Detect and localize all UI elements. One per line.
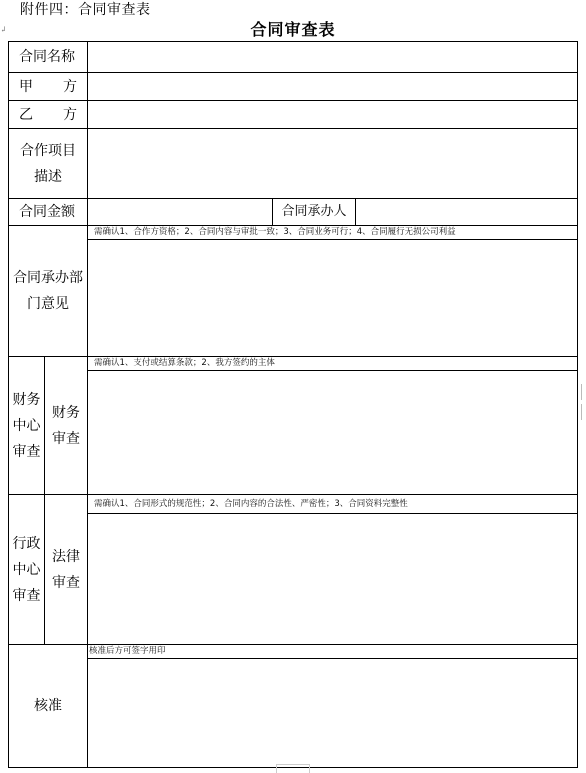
finance-center-label-line3: 审查 <box>12 443 41 460</box>
party-b-label <box>9 101 88 129</box>
party-a-label-second: 方 <box>63 78 77 95</box>
row-amount-handler <box>9 199 578 226</box>
party-b-label-second: 方 <box>63 106 77 123</box>
handler-field[interactable] <box>356 199 578 226</box>
row-dept-opinion <box>9 226 578 357</box>
row-approval <box>9 645 578 768</box>
dept-opinion-hint: 需确认1、合作方资格；2、合同内容与审批一致；3、合同业务可行；4、合同履行无损公司利益 <box>88 226 577 240</box>
contract-name-label: 合同名称 <box>9 42 88 73</box>
project-description-label-line1: 合作项目 <box>20 142 76 159</box>
project-description-field[interactable] <box>88 129 578 199</box>
finance-review-hint: 需确认1、支付或结算条款；2、我方签约的主体 <box>88 357 577 371</box>
row-contract-name <box>9 42 578 73</box>
scroll-tick-mark <box>581 384 586 400</box>
approval-cell <box>88 645 578 768</box>
dept-opinion-field[interactable] <box>88 240 577 356</box>
approval-label: 核准 <box>9 645 88 768</box>
project-description-label <box>9 129 88 199</box>
legal-review-label-line2: 审查 <box>52 574 80 591</box>
finance-review-field[interactable] <box>88 371 577 494</box>
row-admin-review <box>9 495 578 645</box>
contract-name-field[interactable] <box>88 42 578 73</box>
admin-center-label-line2: 中心 <box>12 561 41 578</box>
annex-label: 附件四：合同审查表 <box>20 2 151 18</box>
finance-review-cell <box>88 357 578 495</box>
dept-opinion-label-line2: 门意见 <box>27 296 69 312</box>
document-title: 合同审查表 <box>250 20 336 39</box>
contract-amount-field[interactable] <box>88 199 273 226</box>
party-b-label-first: 乙 <box>19 106 33 123</box>
row-party-b <box>9 101 578 129</box>
party-a-field[interactable] <box>88 73 578 101</box>
row-finance-review <box>9 357 578 495</box>
dept-opinion-label-line1: 合同承办部 <box>13 270 83 286</box>
contract-review-table <box>8 41 578 768</box>
admin-center-label-line1: 行政 <box>12 535 41 552</box>
finance-center-label-line2: 中心 <box>12 417 41 434</box>
finance-review-label <box>45 357 88 495</box>
project-description-label-line2: 描述 <box>34 168 62 185</box>
contract-amount-label: 合同金额 <box>9 199 88 226</box>
handler-label: 合同承办人 <box>273 199 356 226</box>
scroll-tick-mark <box>581 404 586 420</box>
legal-review-label <box>45 495 88 645</box>
dept-opinion-cell <box>88 226 578 357</box>
finance-review-label-line2: 审查 <box>52 430 80 447</box>
admin-center-label <box>9 495 45 645</box>
row-project-description <box>9 129 578 199</box>
page-edge-marker: ↲ <box>0 25 7 34</box>
party-b-field[interactable] <box>88 101 578 129</box>
legal-review-hint: 需确认1、合同形式的规范性；2、合同内容的合法性、严密性；3、合同资料完整性 <box>88 495 577 514</box>
dept-opinion-label <box>9 226 88 357</box>
row-party-a <box>9 73 578 101</box>
legal-review-label-line1: 法律 <box>52 548 80 565</box>
legal-review-cell <box>88 495 578 645</box>
party-a-label <box>9 73 88 101</box>
approval-hint: 核准后方可签字用印 <box>88 645 577 659</box>
finance-review-label-line1: 财务 <box>52 404 80 421</box>
admin-center-label-line3: 审查 <box>12 587 41 604</box>
legal-review-field[interactable] <box>88 514 577 644</box>
finance-center-label <box>9 357 45 495</box>
approval-field[interactable] <box>88 659 577 767</box>
party-a-label-first: 甲 <box>19 78 33 95</box>
finance-center-label-line1: 财务 <box>12 391 41 408</box>
